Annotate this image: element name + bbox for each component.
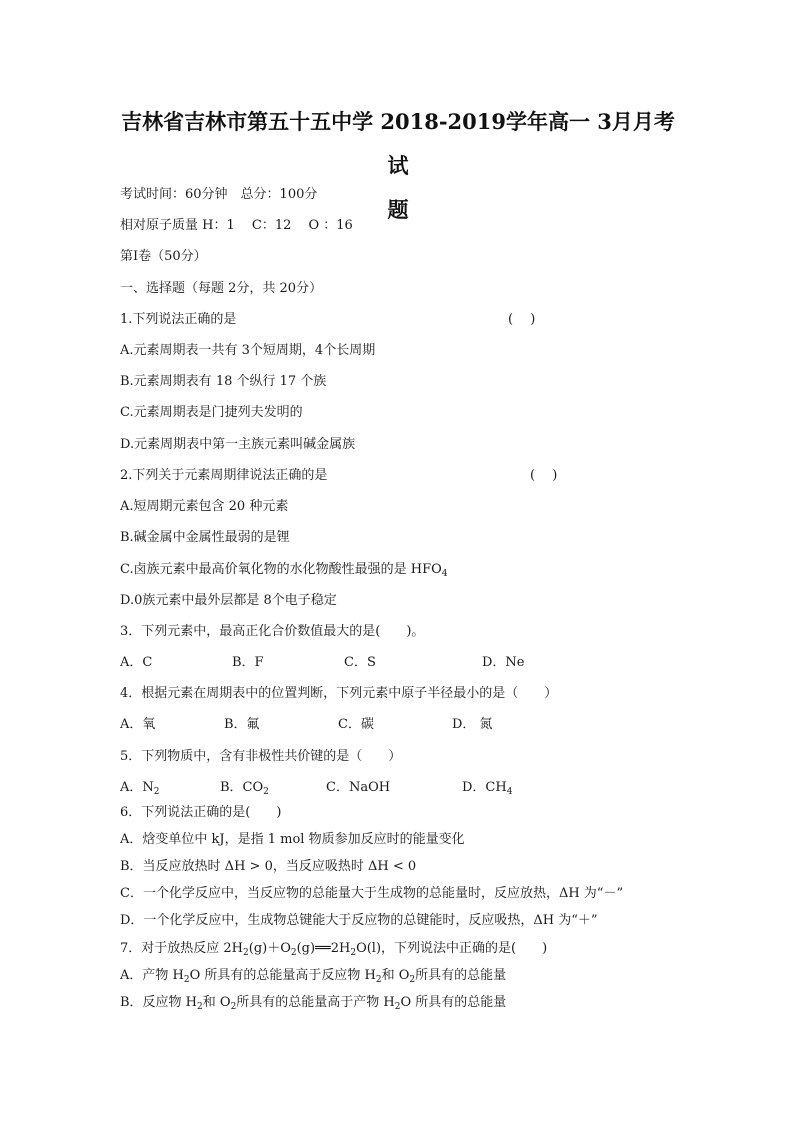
q3-options (120, 654, 680, 672)
q6-option-c: C．一个化学反应中，当反应物的总能量大于生成物的总能量时，反应放热，ΔH 为“－” (120, 886, 624, 901)
q2-option-c: C.卤族元素中最高价氧化物的水化物酸性最强的是 $HFO_4$ (120, 562, 448, 579)
q5-options (120, 779, 680, 797)
title-line-2: 题 (387, 197, 409, 222)
q2-option-d: D.0族元素中最外层都是 8个电子稳定 (120, 593, 337, 608)
q2-option-a: A.短周期元素包含 20 种元素 (120, 499, 289, 514)
q3-option-a: A．C (120, 655, 153, 670)
section-heading: 一、选择题（每题 2分，共 20分） (120, 281, 323, 296)
q4-stem: 4．根据元素在周期表中的位置判断，下列元素中原子半径最小的是（ ） (120, 686, 558, 701)
q6-option-a: A．焓变单位中 kJ，是指 1 mol 物质参加反应时的能量变化 (120, 832, 465, 847)
q5-option-b: B．$CO_2$ (220, 780, 269, 797)
q4-option-c: C．碳 (338, 717, 374, 732)
title-line-1: 吉林省吉林市第五十五中学 2018-2019学年高一 3月月考试 (121, 109, 675, 178)
q2-answer-paren: ( ) (530, 468, 558, 483)
q6-stem: 6．下列说法正确的是( ) (120, 805, 282, 820)
q3-option-b: B．F (232, 655, 264, 670)
q7-option-b: B．反应物 $H_2$和 $O_2$所具有的总能量高于产物 $H_2O$ 所具有的总能量 (120, 995, 507, 1012)
q4-option-d: D． 氮 (452, 717, 493, 732)
q6-option-b: B．当反应放热时 ΔH > 0，当反应吸热时 ΔH < 0 (120, 859, 417, 874)
q4-option-b: B．氟 (224, 717, 260, 732)
q1-option-a: A.元素周期表一共有 3个短周期，4个长周期 (120, 343, 376, 358)
q2-stem: 2.下列关于元素周期律说法正确的是 (120, 468, 328, 483)
q2-option-b: B.碱金属中金属性最弱的是锂 (120, 530, 290, 545)
q5-option-c: C．NaOH (326, 780, 391, 795)
atomic-mass-info: 相对原子质量 H：1 C：12 O ：16 (120, 218, 353, 233)
q5-stem: 5．下列物质中，含有非极性共价键的是（ ） (120, 749, 402, 764)
q1-option-c: C.元素周期表是门捷列夫发明的 (120, 405, 303, 420)
q1-stem: 1.下列说法正确的是 (120, 312, 237, 327)
q6-option-d: D．一个化学反应中，生成物总键能大于反应物的总键能时，反应吸热，ΔH 为“＋” (120, 913, 598, 928)
q7-stem: 7．对于放热反应 $2H_2(g)+O_2(g)══2H_2O(l)$，下列说法中正确的是( ) (120, 941, 548, 958)
q5-option-d: D．$CH_4$ (462, 780, 513, 797)
q5-option-a: A．$N_2$ (120, 780, 160, 797)
q4-option-a: A．氧 (120, 717, 156, 732)
q7-option-a: A．产物 $H_2O$ 所具有的总能量高于反应物 $H_2$和 $O_2$所具有的总能量 (120, 968, 507, 985)
volume-heading: 第I卷（50分） (120, 249, 207, 264)
q4-options (120, 716, 680, 734)
exam-title (118, 100, 678, 232)
q1-answer-paren: ( ) (508, 312, 536, 327)
exam-time-info: 考试时间：60分钟 总分：100分 (120, 187, 318, 202)
q1-option-d: D.元素周期表中第一主族元素叫碱金属族 (120, 437, 356, 452)
q3-option-d: D．Ne (482, 655, 525, 670)
q3-stem: 3．下列元素中，最高正化合价数值最大的是( )。 (120, 624, 425, 639)
q1-option-b: B.元素周期表有 18 个纵行 17 个族 (120, 374, 327, 389)
q3-option-c: C．S (344, 655, 376, 670)
